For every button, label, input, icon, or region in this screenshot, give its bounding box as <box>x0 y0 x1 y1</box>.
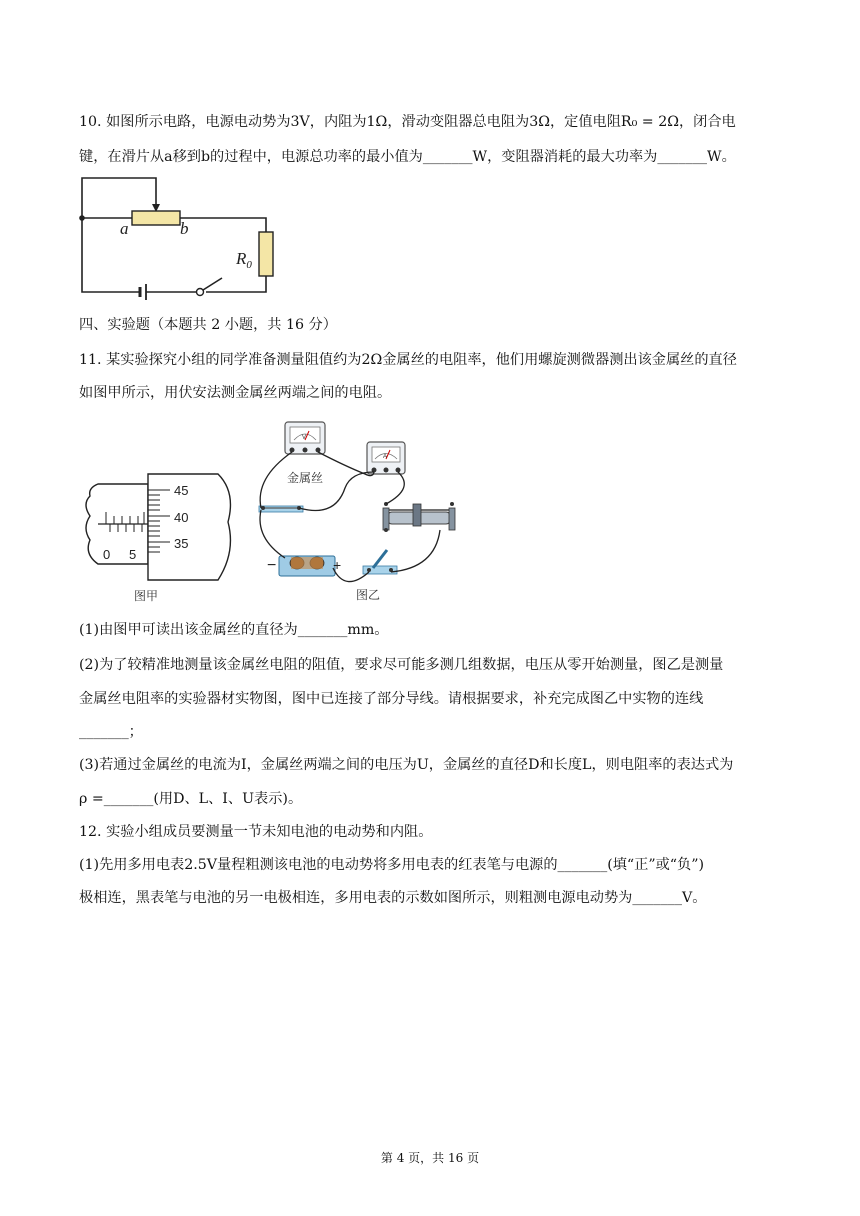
thimble-label-35: 35 <box>174 536 189 551</box>
section-4-heading: 四、实验题（本题共 2 小题，共 16 分） <box>79 317 337 333</box>
rheostat <box>132 211 180 225</box>
q10-circuit-diagram <box>76 174 286 302</box>
switch <box>363 550 397 574</box>
scale-label-0: 0 <box>103 547 111 562</box>
metal-wire-label: 金属丝 <box>287 471 324 485</box>
q11-text-line2: 如图甲所示，用伏安法测金属丝两端之间的电阻。 <box>79 385 392 401</box>
q11-text-line1: 11. 某实验探究小组的同学准备测量阻值约为2Ω金属丝的电阻率，他们用螺旋测微器测出该金属丝的直径 <box>79 352 737 368</box>
resistor-r0 <box>259 232 273 276</box>
thimble-label-40: 40 <box>174 510 189 525</box>
label-a: a <box>120 219 129 238</box>
q12-text-line1: 12. 实验小组成员要测量一节未知电池的电动势和内阻。 <box>79 824 433 840</box>
minus-sign: − <box>267 557 277 574</box>
switch <box>197 289 204 296</box>
micrometer-figure-jia <box>78 462 243 612</box>
q11-part2-line2: 金属丝电阻率的实验器材实物图，图中已连接了部分导线。请根据要求，补充完成图乙中实物的连线 <box>79 691 704 707</box>
label-b: b <box>180 219 189 238</box>
q12-part1-line1: (1)先用多用电表2.5V量程粗测该电池的电动势将多用电表的红表笔与电源的_______(填“正”或“负”) <box>79 857 705 873</box>
q10-text-line1: 10. 如图所示电路，电源电动势为3V，内阻为1Ω，滑动变阻器总电阻为3Ω，定值电阻R₀ = 2Ω，闭合电 <box>79 114 736 130</box>
scale-label-5: 5 <box>129 547 137 562</box>
q11-part2-line3: _______； <box>79 724 143 740</box>
q10-text-line2: 键，在滑片从a移到b的过程中，电源总功率的最小值为_______W，变阻器消耗的最大功率为_______W。 <box>79 149 736 165</box>
apparatus-figure-yi <box>245 418 470 612</box>
page-footer: 第 4 页，共 16 页 <box>380 1151 480 1165</box>
q11-part3-line1: (3)若通过金属丝的电流为I，金属丝两端之间的电压为U，金属丝的直径D和长度L，则电阻率的表达式为 <box>79 757 734 773</box>
metal-wire-board <box>259 506 303 512</box>
figure-yi-caption: 图乙 <box>356 588 381 602</box>
slide-rheostat <box>383 502 455 532</box>
q11-part2-line1: (2)为了较精准地测量该金属丝电阻的阻值，要求尽可能多测几组数据，电压从零开始测量，图乙是测量 <box>79 657 724 673</box>
svg-text:V: V <box>302 435 307 441</box>
voltmeter <box>285 422 325 454</box>
ammeter <box>367 442 405 474</box>
q11-part3-line2: ρ =_______(用D、L、I、U表示)。 <box>79 791 303 807</box>
q11-part1: (1)由图甲可读出该金属丝的直径为_______mm。 <box>79 622 389 638</box>
svg-text:A: A <box>383 454 388 460</box>
thimble-label-45: 45 <box>174 483 189 498</box>
label-r0: $R_0$ <box>236 249 252 271</box>
plus-sign: + <box>333 557 342 573</box>
q12-part1-line2: 极相连，黑表笔与电池的另一电极相连，多用电表的示数如图所示，则粗测电源电动势为_______V。 <box>79 890 707 906</box>
figure-jia-caption: 图甲 <box>134 589 159 603</box>
battery-pack <box>279 556 335 576</box>
